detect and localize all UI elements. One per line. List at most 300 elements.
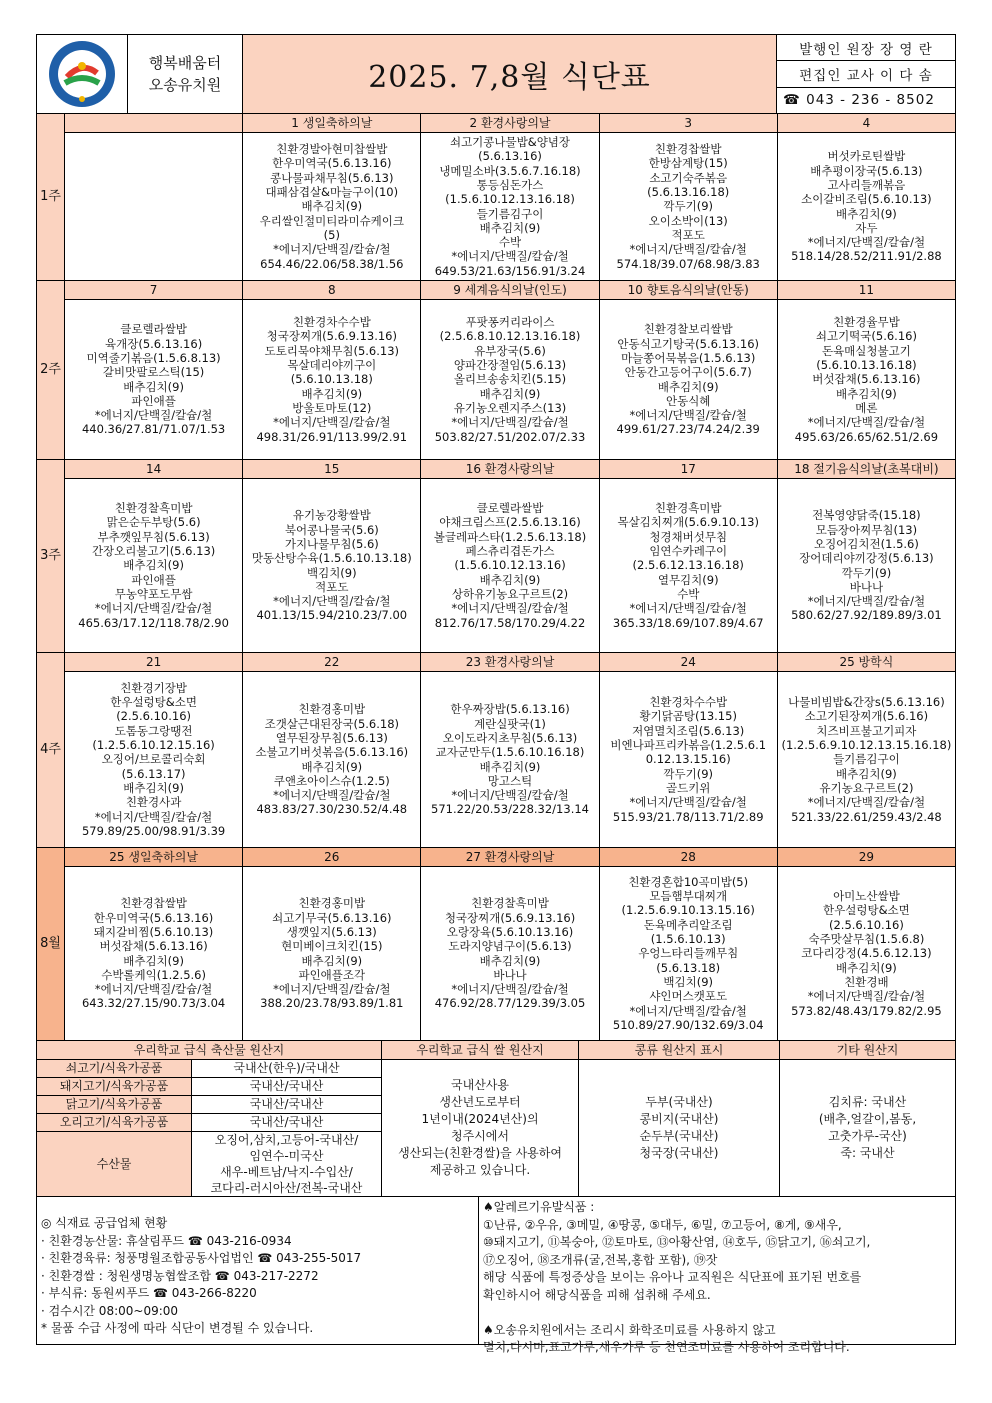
menu-item: 배추김치(9)	[836, 386, 897, 401]
menu-item: 방울토마토(12)	[292, 400, 372, 415]
menu-item: 배추김치(9)	[836, 960, 897, 975]
day-cell	[243, 114, 421, 280]
week-label	[37, 114, 65, 280]
menu-item: 모듬장아찌무침(13)	[815, 522, 918, 537]
menu-item: 올리브송송치킨(5.15)	[453, 372, 567, 387]
other-origin	[780, 1041, 955, 1196]
menu-item: 우엉느타리들깨무침	[638, 946, 739, 961]
week-row	[37, 653, 955, 848]
menu-item: 페스츄리겹돈가스	[465, 544, 555, 559]
day-menu	[600, 300, 777, 459]
day-cell	[778, 460, 955, 652]
day-header: 7	[65, 281, 242, 300]
day-cell	[600, 114, 778, 280]
origin-section	[36, 1041, 956, 1197]
header	[36, 34, 956, 114]
menu-item: 황기닭곰탕(13.15)	[639, 709, 737, 724]
meat-origin-value: 국내산/국내산	[249, 1079, 324, 1093]
menu-item: 한우미역국(5.6.13.16)	[272, 156, 392, 171]
week-row	[37, 281, 955, 460]
menu-item: 소고기된장찌개(5.6.16)	[804, 709, 929, 724]
day-menu	[421, 133, 598, 280]
menu-item: 임연수카레구이	[649, 544, 728, 559]
menu-item: (5.6.13.16.18)	[647, 185, 730, 200]
menu-item: 오징어김치전(1.5.6)	[813, 536, 919, 551]
meat-row	[37, 1078, 381, 1096]
day-cell	[421, 460, 599, 652]
menu-item: 깍두기(9)	[663, 199, 714, 214]
menu-item: *에너지/단백질/칼슘/철	[451, 415, 569, 430]
menu-item: 515.93/21.78/113.71/2.89	[612, 809, 764, 824]
rice-origin-body	[382, 1060, 578, 1196]
menu-item: 오이도라지초무침(5.6.13)	[442, 730, 578, 745]
supplier-line: · 친환경농산물: 휴살림푸드 ☎ 043-216-0934	[41, 1233, 292, 1248]
menu-item: 365.33/18.69/107.89/4.67	[612, 615, 764, 630]
day-header: 9 세계음식의날(인도)	[421, 281, 598, 300]
meat-row	[37, 1096, 381, 1114]
menu-item: 야채크림스프(2.5.6.13.16)	[439, 515, 581, 530]
menu-item: 649.53/21.63/156.91/3.24	[434, 263, 586, 278]
editor: 편집인 교사 이 다 솜	[777, 61, 955, 87]
day-header: 1 생일축하의날	[243, 114, 420, 133]
menu-item: 적포도	[671, 227, 705, 242]
meat-item: 닭고기/식육가공품	[37, 1096, 192, 1113]
menu-item: 배추김치(9)	[479, 386, 541, 401]
menu-item: 청국장찌개(5.6.9.13.16)	[444, 910, 576, 925]
menu-item: 양파간장절임(5.6.13)	[453, 358, 567, 373]
menu-item: 배추김치(9)	[301, 759, 363, 774]
menu-item: 볼글레파스타(1.2.5.6.13.18)	[433, 529, 587, 544]
menu-item: 440.36/27.81/71.07/1.53	[81, 422, 226, 437]
day-menu	[600, 867, 777, 1040]
day-cell	[421, 653, 599, 847]
menu-item: 한우설렁탕&소면	[823, 903, 910, 918]
day-cell	[421, 281, 599, 459]
menu-item: 도톰동그랑땡전	[114, 723, 193, 738]
menu-item: (5.6.10.13.16.18)	[816, 358, 917, 373]
menu-item: 654.46/22.06/58.38/1.56	[260, 256, 404, 271]
day-header: 17	[600, 460, 777, 479]
publisher: 발행인 원장 장 영 란	[777, 35, 955, 61]
meat-item: 돼지고기/식육가공품	[37, 1078, 192, 1095]
day-menu	[65, 672, 242, 847]
menu-item: (1.5.6.10.12.13.16.18)	[445, 192, 575, 207]
day-header: 2 환경사랑의날	[421, 114, 598, 133]
menu-item: *에너지/단백질/칼슘/철	[807, 795, 926, 810]
menu-item: *에너지/단백질/칼슘/철	[629, 795, 747, 810]
menu-item: 백김치(9)	[306, 565, 357, 580]
rice-origin-line: 생산되는(친환경쌀)을 사용하여	[398, 1146, 562, 1160]
menu-item: (5.6.13.16)	[478, 149, 542, 164]
menu-item: 친환경배	[844, 974, 889, 989]
day-header: 26	[243, 848, 420, 867]
menu-item: 생깻잎지(5.6.13)	[286, 924, 377, 939]
menu-item: 열무된장무침(5.6.13)	[275, 730, 388, 745]
menu-item: *에너지/단백질/칼슘/철	[451, 601, 569, 616]
menu-item: 마늘쫑어묵볶음(1.5.6.13)	[621, 350, 756, 365]
menu-item: 들기름김구이	[476, 206, 544, 221]
allergy-line: ⑩돼지고기, ⑪복숭아, ⑫토마토, ⑬아황산염, ⑭호두, ⑮닭고기, ⑯쇠고기,	[483, 1235, 871, 1249]
day-header	[65, 114, 242, 133]
day-cell	[600, 653, 778, 847]
day-menu	[243, 300, 420, 459]
menu-item: 가지나물무침(5.6)	[284, 536, 379, 551]
day-header: 25 방학식	[778, 653, 955, 672]
day-header: 25 생일축하의날	[65, 848, 242, 867]
supplier-line: * 물품 수급 사정에 따라 식단이 변경될 수 있습니다.	[41, 1321, 314, 1335]
menu-item: (1.2.5.6.9.10.12.13.15.16.18)	[781, 738, 952, 753]
menu-item: 안동간고등어구이(5.6.7)	[624, 365, 752, 380]
menu-item: 503.82/27.51/202.07/2.33	[434, 429, 586, 444]
seafood-item: 수산물	[37, 1132, 192, 1196]
menu-item: 483.83/27.30/230.52/4.48	[256, 802, 408, 817]
day-cell	[778, 114, 955, 280]
day-menu	[421, 867, 598, 1040]
day-menu	[778, 300, 955, 459]
menu-item: *에너지/단백질/칼슘/철	[807, 235, 926, 250]
meat-row	[37, 1060, 381, 1078]
rice-origin-line: 국내산사용	[451, 1078, 509, 1092]
other-origin-line: 김치류: 국내산	[828, 1095, 907, 1109]
menu-item: *에너지/단백질/칼슘/철	[273, 242, 391, 257]
supplier-line: · 부식류: 동원씨푸드 ☎ 043-266-8220	[41, 1286, 257, 1300]
menu-item: 소이갈비조림(5.6.10.13)	[801, 192, 932, 207]
seafood-line: 임연수-미국산	[249, 1149, 324, 1163]
menu-item: *에너지/단백질/칼슘/철	[94, 408, 213, 423]
menu-item: 맛동산탕수육(1.5.6.10.13.18)	[251, 551, 412, 566]
menu-item: 쇠고기떡국(5.6.16)	[815, 329, 917, 344]
supplier-line: · 친환경육류: 청풍명월조합공동사업법인 ☎ 043-255-5017	[41, 1251, 362, 1265]
rice-origin-line: 청주시에서	[451, 1129, 509, 1143]
supplier-line: · 검수시간 08:00~09:00	[41, 1303, 179, 1318]
day-cell	[65, 114, 243, 280]
menu-item: 574.18/39.07/68.98/3.83	[616, 256, 760, 271]
menu-item: 고사리들깨볶음	[827, 177, 906, 192]
menu-item: 목살데리야끼구이	[287, 358, 377, 373]
menu-item: 수박	[498, 235, 522, 250]
menu-item: 배추김치(9)	[123, 379, 184, 394]
meat-origin-value: 국내산/국내산	[249, 1115, 324, 1129]
menu-item: 465.63/17.12/118.78/2.90	[78, 615, 229, 630]
menu-item: 쇠고기무국(5.6.13.16)	[272, 910, 392, 925]
menu-item: 버섯잡채(5.6.13.16)	[812, 372, 921, 387]
day-header: 18 절기음식의날(초복대비)	[778, 460, 955, 479]
menu-item: *에너지/단백질/칼슘/철	[94, 601, 213, 616]
menu-item: 비엔나파프리카볶음(1.2.5.6.1	[610, 738, 767, 753]
menu-item: 파인애플	[131, 572, 176, 587]
menu-item: (1.2.5.6.9.10.13.15.16)	[621, 903, 755, 918]
week-label-text: 월	[48, 936, 61, 951]
menu-item: 배추김치(9)	[479, 953, 541, 968]
day-header: 11	[778, 281, 955, 300]
day-cell	[243, 460, 421, 652]
menu-item: 전복영양닭죽(15.18)	[812, 508, 921, 523]
bean-origin-line: 청국장(국내산)	[639, 1146, 719, 1160]
day-header: 15	[243, 460, 420, 479]
menu-item: (2.5.6.10.16)	[829, 917, 904, 932]
menu-item: 망고스틱	[487, 773, 533, 788]
menu-grid	[36, 114, 956, 1041]
menu-item: 친환경차수수밥	[292, 315, 371, 330]
menu-item: 495.63/26.65/62.51/2.69	[794, 429, 939, 444]
menu-item: 청국장찌개(5.6.9.13.16)	[266, 329, 397, 344]
menu-item: 배추김치(9)	[123, 558, 184, 573]
meat-item: 오리고기/식육가공품	[37, 1114, 192, 1131]
day-menu	[243, 672, 420, 847]
menu-item: 친환경찹쌀밥	[654, 142, 722, 157]
rice-origin-line: 1년이내(2024년산)의	[421, 1112, 539, 1126]
meat-row	[37, 1114, 381, 1132]
menu-item: 장어데리야끼강정(5.6.13)	[799, 551, 934, 566]
day-cell	[65, 281, 243, 459]
menu-item: 샤인머스캣포도	[649, 989, 728, 1004]
day-menu	[778, 479, 955, 652]
day-cell	[243, 281, 421, 459]
menu-item: 버섯카로틴쌀밥	[827, 149, 906, 164]
menu-item: 유부장국(5.6)	[474, 343, 546, 358]
menu-item: 친환경찰흑미밥	[471, 896, 549, 911]
menu-item: (1.2.5.6.10.12.15.16)	[92, 738, 215, 753]
menu-item: 배추김치(9)	[836, 766, 897, 781]
menu-item: 499.61/27.23/74.24/2.39	[616, 422, 760, 437]
menu-item: 모듬햄부대찌개	[649, 889, 728, 904]
publisher-info	[777, 35, 955, 113]
meat-origin	[37, 1041, 382, 1196]
menu-item: 간장오리불고기(5.6.13)	[91, 544, 216, 559]
menu-item: 소고기숙주볶음	[649, 170, 728, 185]
menu-item: 친환경사과	[125, 795, 182, 810]
week-row	[37, 114, 955, 281]
menu-item: *에너지/단백질/칼슘/철	[807, 989, 926, 1004]
allergy-line: ⑰오징어, ⑱조개류(굴,전복,홍합 포함), ⑲잣	[483, 1252, 718, 1267]
menu-item: 유기농요구르트(2)	[819, 780, 914, 795]
day-cell	[778, 281, 955, 459]
rice-origin-header: 우리학교 급식 쌀 원산지	[382, 1041, 578, 1060]
menu-item: (1.5.6.10.12.13.16)	[454, 558, 566, 573]
menu-item: 부추깻잎무침(5.6.13)	[97, 529, 210, 544]
menu-item: 저염멸치조림(5.6.13)	[632, 723, 745, 738]
day-header: 8	[243, 281, 420, 300]
menu-item: 친환경흑미밥	[654, 501, 722, 516]
menu-item: 수박	[677, 586, 700, 601]
menu-item: *에너지/단백질/칼슘/철	[273, 982, 391, 997]
week-label	[37, 281, 65, 459]
menu-item: (5)	[323, 227, 340, 242]
day-cell	[600, 460, 778, 652]
menu-item: 돈육메추리알조림	[643, 917, 733, 932]
menu-item: *에너지/단백질/칼슘/철	[273, 415, 391, 430]
menu-item: 바나나	[493, 967, 527, 982]
menu-item: 배추김치(9)	[479, 759, 541, 774]
menu-item: 냉메밀소바(3.5.6.7.16.18)	[439, 163, 581, 178]
week-label-text: 주	[48, 362, 61, 377]
menu-item: 배추평이장국(5.6.13)	[810, 163, 923, 178]
allergy-line: 멸치,다시마,표고가루,새우가루 등 천연조미료를 사용하여 조리합니다.	[483, 1340, 850, 1354]
week-label-text: 3	[40, 548, 49, 563]
menu-item: *에너지/단백질/칼슘/철	[451, 249, 569, 264]
day-cell	[243, 848, 421, 1040]
menu-page	[36, 34, 956, 1354]
day-cell	[778, 848, 955, 1040]
day-header: 16 환경사랑의날	[421, 460, 598, 479]
menu-item: 메론	[855, 400, 878, 415]
seafood-origin	[192, 1132, 381, 1196]
day-menu	[778, 672, 955, 847]
seafood-line: 오징어,삼치,고등어-국내산/	[214, 1133, 359, 1147]
menu-item: 육개장(5.6.13.16)	[105, 336, 203, 351]
menu-item: 아미노산쌀밥	[833, 889, 900, 904]
menu-item: 백김치(9)	[663, 974, 714, 989]
menu-item: 현미베이크치킨(15)	[281, 939, 383, 954]
menu-item: 클로렐라쌀밥	[120, 322, 187, 337]
menu-item: 수박롤케익(1.2.5.6)	[101, 967, 206, 982]
day-header: 29	[778, 848, 955, 867]
day-cell	[243, 653, 421, 847]
menu-item: (2.5.6.8.10.12.13.16.18)	[439, 329, 581, 344]
day-menu	[600, 479, 777, 652]
supplier-line: ◎ 식재료 공급업체 현황	[41, 1216, 168, 1230]
rice-origin-line: 생산년도로부터	[439, 1095, 521, 1109]
menu-item: (2.5.6.10.16)	[116, 709, 191, 724]
phone-number: ☎ 043 - 236 - 8502	[783, 92, 935, 109]
menu-item: 476.92/28.77/129.39/3.05	[434, 996, 586, 1011]
week-row	[37, 460, 955, 653]
menu-item: 파인애플조각	[298, 967, 366, 982]
menu-item: 오랑장육(5.6.10.13.16)	[446, 924, 574, 939]
menu-item: 친환경찰흑미밥	[114, 501, 193, 516]
menu-item: *에너지/단백질/칼슘/철	[629, 408, 747, 423]
menu-item: 한우설렁탕&소면	[110, 695, 197, 710]
day-menu	[778, 867, 955, 1040]
menu-item: 콩나물파채무침(5.6.13)	[270, 170, 394, 185]
day-header: 4	[778, 114, 955, 133]
menu-item: *에너지/단백질/칼슘/철	[451, 788, 569, 803]
menu-item: 643.32/27.15/90.73/3.04	[81, 996, 226, 1011]
week-label	[37, 460, 65, 652]
allergy-info	[479, 1197, 955, 1354]
menu-item: 배추김치(9)	[123, 953, 184, 968]
menu-item: *에너지/단백질/칼슘/철	[807, 415, 926, 430]
allergy-line: ①난류, ②우유, ③메밀, ④땅콩, ⑤대두, ⑥밀, ⑦고등어, ⑧게, ⑨새우,	[483, 1217, 842, 1232]
day-header: 10 향토음식의날(안동)	[600, 281, 777, 300]
menu-item: 안동식혜	[665, 393, 711, 408]
supplier-info	[37, 1197, 479, 1344]
logo-emblem-icon	[47, 39, 117, 109]
menu-item: 목살김치찌개(5.6.9.10.13)	[617, 515, 759, 530]
day-menu	[65, 300, 242, 459]
menu-item: 미역줄기볶음(1.5.6.8.13)	[86, 350, 221, 365]
menu-item: 친환경찰보리쌀밥	[643, 322, 733, 337]
supplier-line: · 친환경쌀 : 청원생명농협쌀조합 ☎ 043-217-2272	[41, 1268, 319, 1283]
other-origin-line: (배추,얼갈이,봄동,	[818, 1112, 917, 1126]
menu-item: 바나나	[849, 579, 884, 594]
day-menu	[243, 479, 420, 652]
menu-item: 한방삼계탕(15)	[648, 156, 728, 171]
menu-item: 388.20/23.78/93.89/1.81	[260, 996, 404, 1011]
menu-item: 무농약포도무쌈	[114, 586, 193, 601]
menu-item: 통등심돈가스	[476, 177, 544, 192]
menu-item: 친환경혼합10곡미밥(5)	[628, 874, 749, 889]
menu-item: 버섯잡채(5.6.13.16)	[99, 939, 208, 954]
menu-item: 812.76/17.58/170.29/4.22	[434, 615, 586, 630]
week-label-text: 1	[40, 189, 49, 204]
menu-item: 코다리강정(4.5.6.12.13)	[801, 946, 932, 961]
week-label	[37, 848, 65, 1040]
week-label	[37, 653, 65, 847]
menu-item: 571.22/20.53/228.32/13.14	[431, 802, 589, 817]
menu-item: (5.6.10.13.18)	[290, 372, 373, 387]
menu-item: (5.6.13.18)	[656, 960, 721, 975]
seafood-line: 새우-베트남/낙지-수입산/	[220, 1165, 353, 1179]
menu-item: 유기농오렌지주스(13)	[453, 400, 567, 415]
week-label-text: 8	[40, 936, 49, 951]
menu-item: 치즈비프불고기피자	[816, 723, 917, 738]
day-cell	[600, 281, 778, 459]
menu-item: 친환경홍미밥	[298, 896, 366, 911]
seafood-row	[37, 1132, 381, 1196]
menu-item: 친환경홍미밥	[298, 702, 366, 717]
menu-item: 배추김치(9)	[836, 206, 897, 221]
menu-item: 579.89/25.00/98.91/3.39	[81, 823, 226, 838]
other-origin-line: 고춧가루-국산)	[828, 1129, 907, 1143]
menu-item: 쿠앤초아이스슈(1.2.5)	[273, 773, 390, 788]
day-cell	[421, 114, 599, 280]
menu-item: *에너지/단백질/칼슘/철	[94, 809, 213, 824]
school-name-line2: 오송유치원	[148, 76, 222, 94]
menu-item: 숙주맛살무침(1.5.6.8)	[808, 932, 925, 947]
menu-item: 배추김치(9)	[301, 386, 363, 401]
menu-item: 친환경발아현미찹쌀밥	[276, 142, 388, 157]
day-menu	[421, 479, 598, 652]
menu-item: 갈비맛팔로스틱(15)	[102, 365, 205, 380]
week-label-text: 주	[48, 189, 61, 204]
menu-item: 푸팟퐁커리라이스	[465, 315, 555, 330]
menu-item: 580.62/27.92/189.89/3.01	[791, 608, 942, 623]
menu-item: 도토리묵야채무침(5.6.13)	[264, 343, 400, 358]
meat-item: 쇠고기/식육가공품	[37, 1060, 192, 1077]
day-cell	[421, 848, 599, 1040]
kindergarten-logo	[37, 35, 128, 113]
menu-item: 498.31/26.91/113.99/2.91	[256, 429, 408, 444]
allergy-line: 해당 식품에 특정증상을 보이는 유아나 교직원은 식단표에 표기된 번호를	[483, 1270, 862, 1284]
footer	[36, 1197, 956, 1354]
menu-item: 돈육매실청불고기	[821, 343, 911, 358]
menu-item: 교자군만두(1.5.6.10.16.18)	[435, 745, 585, 760]
menu-item: *에너지/단백질/칼슘/철	[273, 788, 391, 803]
allergy-line: ♠오송유치원에서는 조리시 화학조미료를 사용하지 않고	[483, 1322, 776, 1337]
menu-item: 열무김치(9)	[657, 572, 719, 587]
menu-item: 파인애플	[131, 393, 176, 408]
meat-origin-value: 국내산(한우)/국내산	[233, 1061, 340, 1075]
menu-item: *에너지/단백질/칼슘/철	[273, 594, 391, 609]
menu-item: 상하유기농요구르트(2)	[451, 586, 569, 601]
page-title: 2025. 7,8월 식단표	[243, 35, 777, 113]
rice-origin	[382, 1041, 579, 1196]
menu-item: 나물비빔밥&간장s(5.6.13.16)	[788, 695, 945, 710]
menu-item: (1.5.6.10.13)	[650, 932, 726, 947]
menu-item: 북어콩나물국(5.6)	[284, 522, 379, 537]
menu-item: 도라지양념구이(5.6.13)	[448, 939, 572, 954]
menu-item: 조갯살근대된장국(5.6.18)	[264, 716, 400, 731]
week-label-text: 주	[48, 548, 61, 563]
week-row	[37, 848, 955, 1041]
menu-item: 배추김치(9)	[479, 572, 541, 587]
day-header: 21	[65, 653, 242, 672]
menu-item: 배추김치(9)	[301, 199, 363, 214]
allergy-line: 확인하시어 해당식품을 피해 섭취해 주세요.	[483, 1287, 711, 1302]
menu-item: 적포도	[315, 579, 349, 594]
menu-item: (2.5.6.12.13.16.18)	[632, 558, 744, 573]
